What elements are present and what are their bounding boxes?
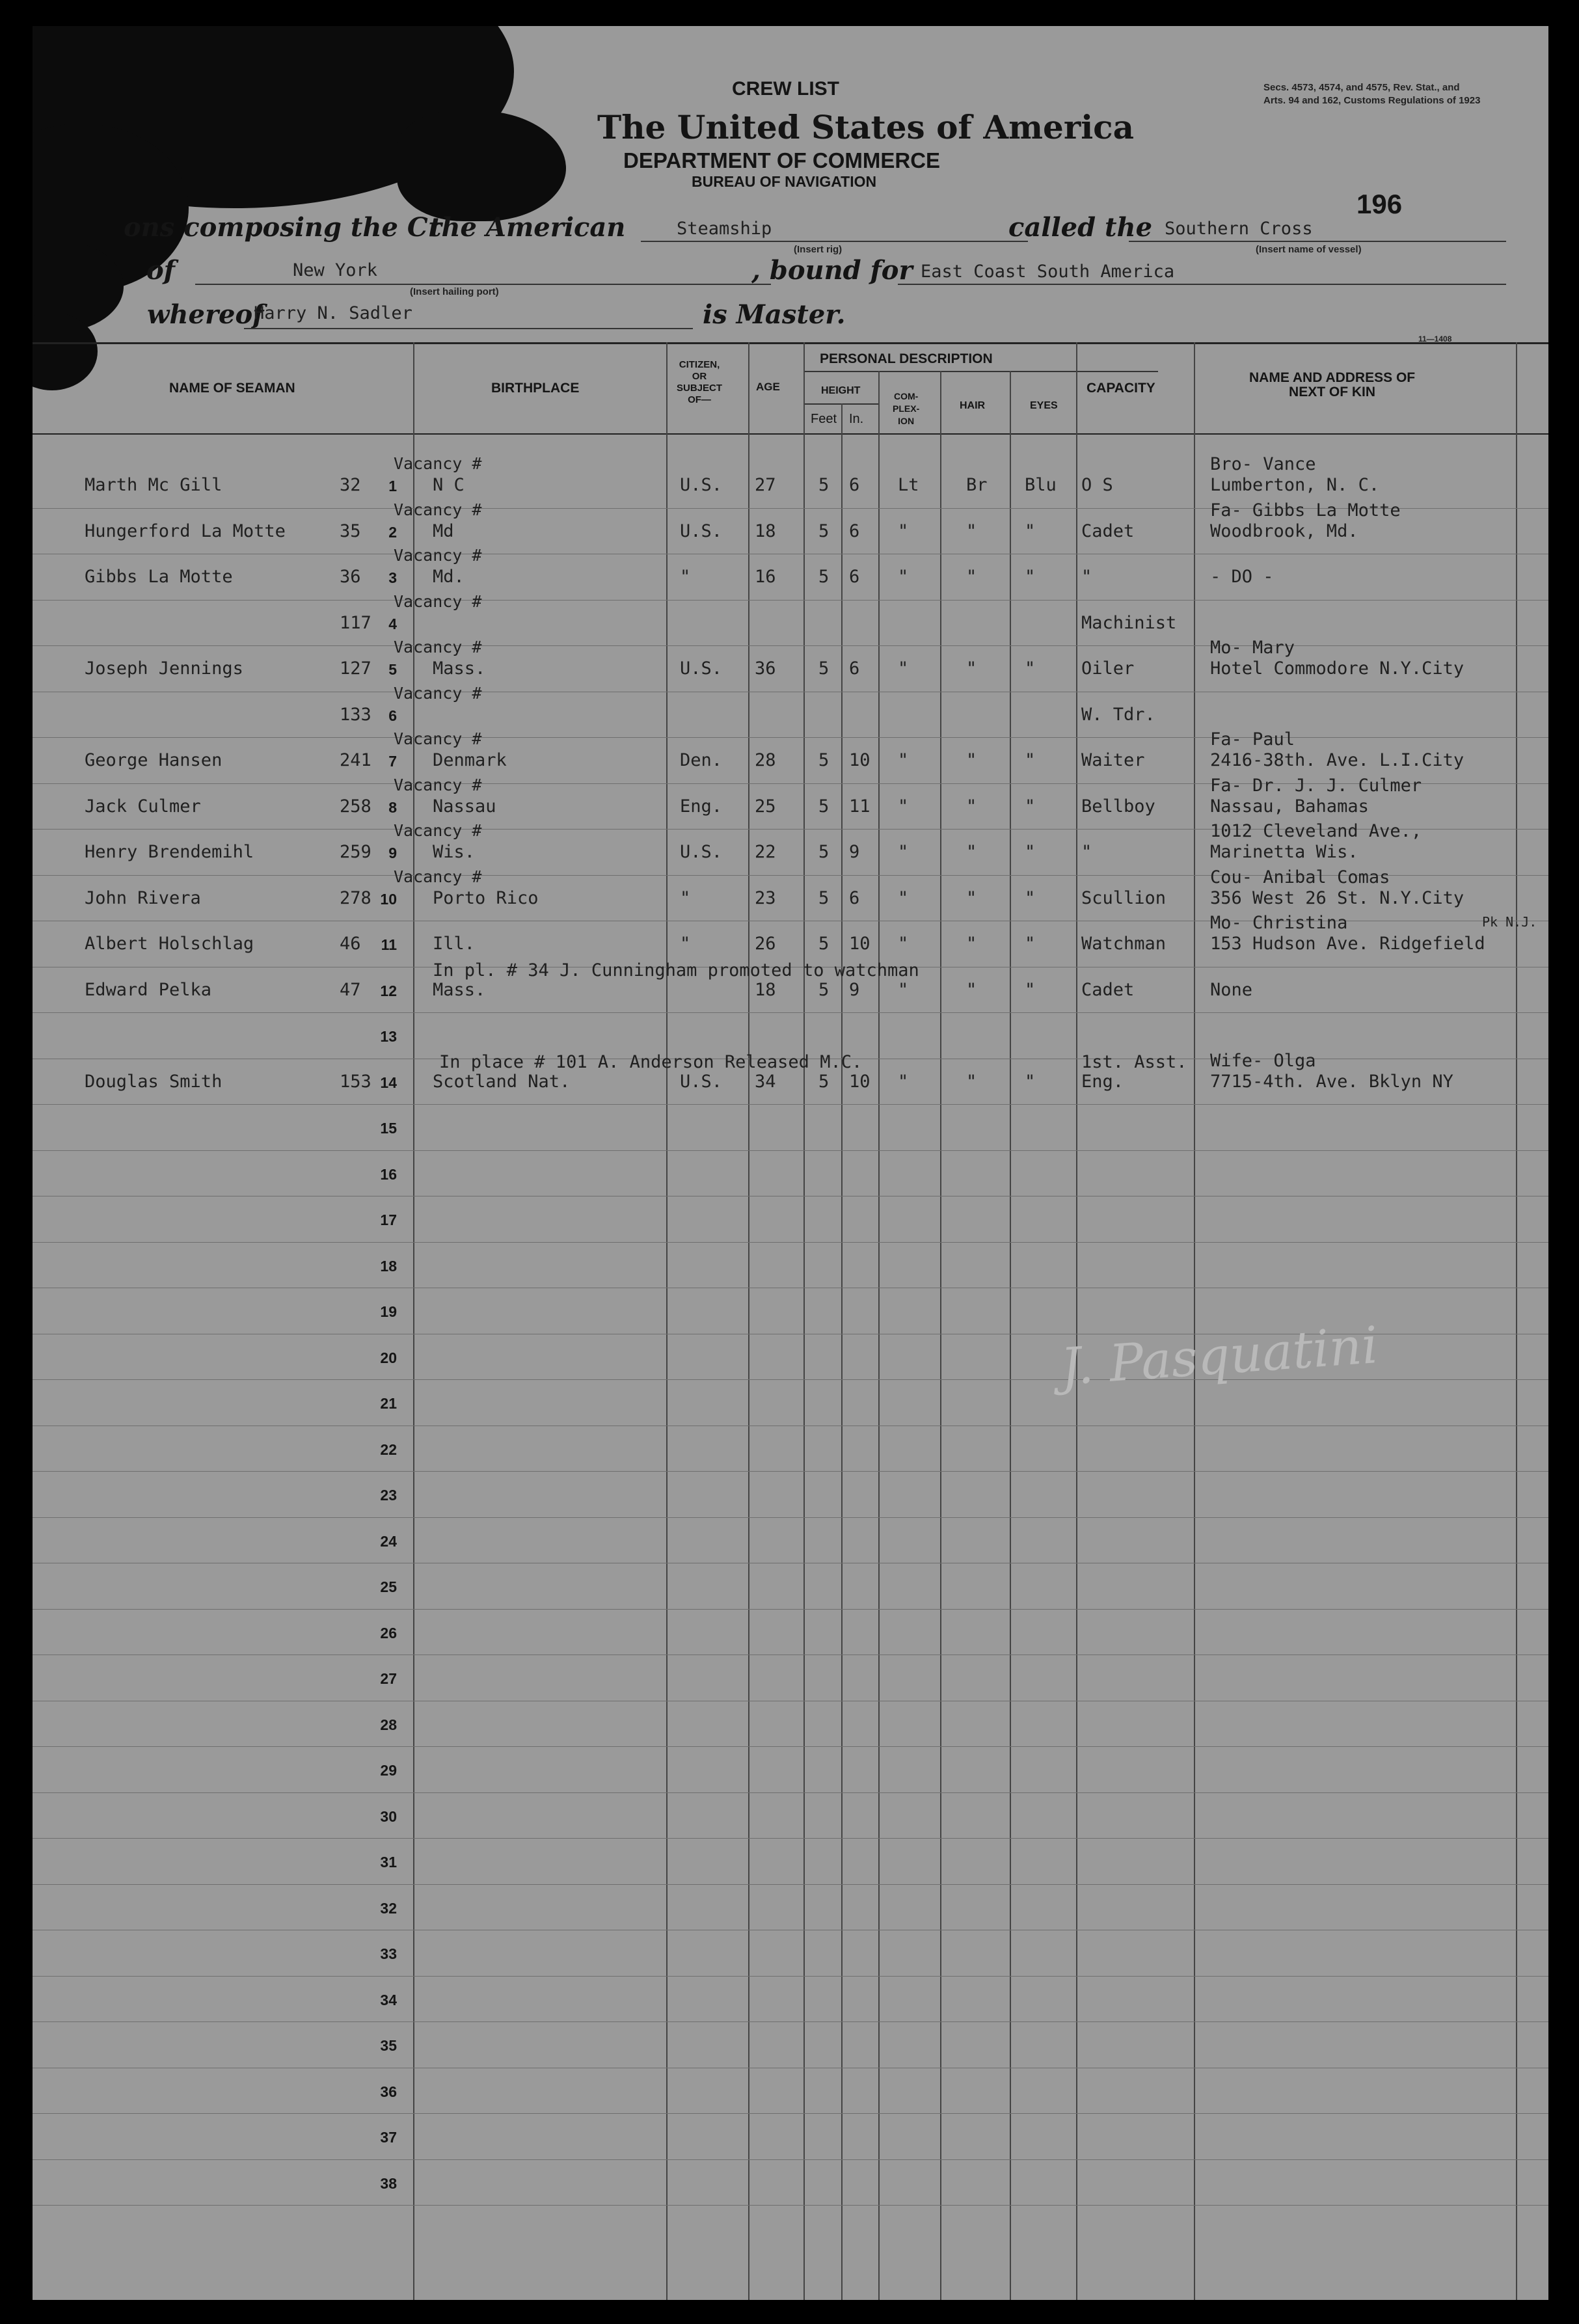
row-number: 1 [388, 478, 397, 494]
birthplace: Mass. [433, 979, 486, 1000]
seaman-name: Henry Brendemihl [85, 842, 254, 862]
table-header-rule [33, 433, 1548, 435]
height-feet: 5 [818, 887, 830, 908]
capacity: Cadet [1081, 520, 1135, 541]
citizenship: Eng. [680, 796, 723, 817]
capacity: O S [1081, 475, 1113, 495]
birthplace: Denmark [433, 750, 507, 770]
seaman-name: Albert Holschlag [85, 934, 254, 954]
hair: " [966, 520, 977, 541]
col-rule [1194, 342, 1195, 2300]
row-number: 9 [388, 844, 397, 861]
age: 36 [755, 658, 776, 679]
row-rule [33, 1517, 1548, 1518]
kin-line-2: 2416-38th. Ave. L.I.City [1210, 750, 1464, 770]
complexion: " [898, 934, 909, 954]
capacity: " [1081, 842, 1092, 862]
citizenship: U.S. [680, 520, 723, 541]
col-header-feet: Feet [811, 412, 837, 426]
capacity: " [1081, 567, 1092, 587]
crew-list-title: CREW LIST [732, 78, 839, 100]
col-header-complexion: COM- PLEX- ION [893, 391, 920, 426]
row-number: 2 [388, 523, 397, 541]
seaman-name: Gibbs La Motte [85, 567, 233, 587]
height-feet: 5 [818, 567, 830, 587]
is-master-label: is Master. [703, 299, 846, 330]
row-rule [33, 1379, 1548, 1380]
eyes: " [1025, 934, 1036, 954]
vacancy-number: 259 [340, 842, 371, 862]
height-feet: 5 [818, 1071, 830, 1092]
eyes: " [1025, 658, 1036, 679]
eyes: " [1025, 1071, 1036, 1092]
vacancy-number: 36 [340, 567, 361, 587]
vacancy-label: Vacancy # [394, 500, 482, 519]
row-rule [33, 1884, 1548, 1885]
row-number: 4 [388, 615, 397, 632]
height-feet: 5 [818, 842, 830, 862]
birthplace: Md [433, 520, 454, 541]
kin-line-1: Wife- Olga [1210, 1050, 1316, 1071]
col-header-height: HEIGHT [821, 385, 861, 396]
handwritten-signature: J. Pasquatini [1059, 1316, 1380, 1397]
kin-line-2: 356 West 26 St. N.Y.City [1210, 887, 1464, 908]
destination: East Coast South America [921, 262, 1175, 282]
kin-line-1: Fa- Paul [1210, 729, 1295, 750]
row-number: 31 [380, 1854, 397, 1871]
height-inches: 9 [849, 979, 860, 1000]
row-number: 23 [380, 1487, 397, 1504]
birthplace: Nassau [433, 796, 496, 817]
age: 28 [755, 750, 776, 770]
capacity-row-14-line1: 1st. Asst. [1081, 1051, 1187, 1072]
kin-line-1: Bro- Vance [1210, 454, 1316, 474]
table-top-rule [33, 342, 1548, 344]
age: 25 [755, 796, 776, 817]
height-feet: 5 [818, 475, 830, 495]
kin-line-2: None [1210, 979, 1253, 1000]
col-rule [803, 342, 805, 2300]
kin-line-1: Mo- Christina [1210, 913, 1348, 933]
col-header-citizen: CITIZEN, OR SUBJECT OF— [677, 359, 723, 405]
height-inches: 6 [849, 887, 860, 908]
col-rule [1076, 342, 1077, 2300]
row-number: 32 [380, 1899, 397, 1917]
vacancy-number: 133 [340, 704, 371, 725]
capacity: Watchman [1081, 934, 1167, 954]
height-feet: 5 [818, 520, 830, 541]
row-number: 3 [388, 569, 397, 586]
called-the-label: called the [1008, 212, 1153, 243]
age: 18 [755, 520, 776, 541]
vacancy-number: 278 [340, 887, 371, 908]
age: 22 [755, 842, 776, 862]
statute-line-2: Arts. 94 and 162, Customs Regulations of 1923 [1263, 95, 1481, 106]
department-heading: DEPARTMENT OF COMMERCE [623, 148, 941, 172]
citizenship: U.S. [680, 842, 723, 862]
hair: " [966, 842, 977, 862]
kin-line-2: 7715-4th. Ave. Bklyn NY [1210, 1071, 1453, 1092]
col-rule [1516, 342, 1517, 2300]
row-number: 8 [388, 798, 397, 816]
height-inches: 9 [849, 842, 860, 862]
master-name: Harry N. Sadler [254, 303, 412, 323]
row-number: 24 [380, 1532, 397, 1550]
col-header-inches: In. [849, 412, 864, 426]
row-number: 28 [380, 1716, 397, 1733]
capacity: Waiter [1081, 750, 1145, 770]
citizenship: U.S. [680, 1071, 723, 1092]
eyes: " [1025, 520, 1036, 541]
row-rule [33, 2159, 1548, 2160]
citizenship: Den. [680, 750, 723, 770]
complexion: " [898, 796, 909, 817]
row-number: 19 [380, 1303, 397, 1320]
height-feet: 5 [818, 979, 830, 1000]
vacancy-label: Vacancy # [394, 454, 482, 473]
col-rule [666, 342, 668, 2300]
row-number: 22 [380, 1440, 397, 1458]
seaman-name: Joseph Jennings [85, 658, 243, 679]
citizenship: " [680, 567, 691, 587]
kin-line-2: Nassau, Bahamas [1210, 796, 1369, 817]
row-number: 11 [381, 936, 397, 953]
col-rule [940, 371, 941, 2300]
vacancy-number: 47 [340, 979, 361, 1000]
height-feet: 5 [818, 658, 830, 679]
seaman-name: John Rivera [85, 887, 201, 908]
citizenship: " [680, 887, 691, 908]
row-number: 10 [380, 890, 397, 908]
kin-line-1: Fa- Gibbs La Motte [1210, 500, 1401, 520]
height-feet: 5 [818, 934, 830, 954]
complexion: " [898, 658, 909, 679]
kin-line-1: Cou- Anibal Comas [1210, 867, 1390, 887]
birthplace: Scotland Nat. [433, 1071, 571, 1092]
vacancy-label: Vacancy # [394, 775, 482, 794]
complexion: Lt [898, 475, 919, 495]
height-inches: 6 [849, 520, 860, 541]
row-rule [33, 1104, 1548, 1105]
col-header-next-of-kin: NAME AND ADDRESS OF NEXT OF KIN [1249, 370, 1416, 399]
rig-caption: (Insert rig) [794, 244, 843, 255]
kin-line-1: Fa- Dr. J. J. Culmer [1210, 775, 1422, 796]
age: 18 [755, 979, 776, 1000]
seaman-name: George Hansen [85, 750, 223, 770]
citizenship: " [680, 934, 691, 954]
row-number: 26 [380, 1624, 397, 1642]
col-rule [413, 342, 414, 2300]
rig-underline [641, 241, 1028, 242]
kin-row-11-extra: Pk N.J. [1482, 914, 1537, 930]
height-inches: 6 [849, 658, 860, 679]
row-number: 14 [380, 1074, 397, 1091]
height-inches: 10 [849, 1071, 870, 1092]
height-feet: 5 [818, 796, 830, 817]
age: 34 [755, 1071, 776, 1092]
vacancy-label: Vacancy # [394, 546, 482, 565]
row-rule [33, 645, 1548, 646]
statute-line-1: Secs. 4573, 4574, and 4575, Rev. Stat., and [1263, 82, 1460, 93]
vacancy-number: 35 [340, 520, 361, 541]
capacity: Cadet [1081, 979, 1135, 1000]
row-number: 18 [380, 1257, 397, 1275]
hair: Br [966, 475, 988, 495]
eyes: Blu [1025, 475, 1057, 495]
rig-value: Steamship [677, 219, 772, 239]
hair: " [966, 567, 977, 587]
height-inches: 10 [849, 934, 870, 954]
capacity: W. Tdr. [1081, 704, 1155, 725]
row-rule [33, 600, 1548, 601]
birthplace: Mass. [433, 658, 486, 679]
kin-line-1: 1012 Cleveland Ave., [1210, 821, 1422, 841]
seaman-name: Hungerford La Motte [85, 520, 286, 541]
row-rule [33, 2113, 1548, 2114]
row-rule [33, 1242, 1548, 1243]
kin-line-2: 153 Hudson Ave. Ridgefield [1210, 934, 1485, 954]
row-number: 13 [380, 1028, 397, 1045]
col-header-personal-description: PERSONAL DESCRIPTION [820, 351, 993, 366]
row-rule [33, 2021, 1548, 2022]
vacancy-number: 32 [340, 475, 361, 495]
eyes: " [1025, 750, 1036, 770]
birthplace: Ill. [433, 934, 476, 954]
row-number: 17 [380, 1211, 397, 1228]
col-header-age: AGE [756, 381, 780, 393]
birthplace: Md. [433, 567, 465, 587]
height-inches: 6 [849, 567, 860, 587]
row-rule [33, 1012, 1548, 1013]
age: 26 [755, 934, 776, 954]
form-code: 11—1408 [1418, 334, 1452, 344]
country-heading: The United States of America [597, 108, 1135, 146]
complexion: " [898, 842, 909, 862]
vacancy-number: 127 [340, 658, 371, 679]
row-number: 12 [380, 982, 397, 999]
col-rule [878, 371, 880, 2300]
vacancy-label: Vacancy # [394, 683, 482, 703]
crew-list-document [33, 26, 1548, 2300]
page-number: 196 [1356, 189, 1403, 219]
row-number: 37 [380, 2129, 397, 2146]
vessel-caption: (Insert name of vessel) [1256, 244, 1362, 255]
note-row-12: In pl. # 34 J. Cunningham promoted to watchman [433, 960, 919, 980]
col-rule [841, 403, 843, 2300]
row-number: 25 [380, 1578, 397, 1595]
complexion: " [898, 1071, 909, 1092]
row-rule [33, 1425, 1548, 1426]
row-number: 34 [380, 1991, 397, 2008]
capacity: Machinist [1081, 612, 1177, 633]
col-header-hair: HAIR [960, 400, 986, 411]
row-number: 33 [380, 1945, 397, 1962]
destination-underline [898, 284, 1506, 285]
col-rule [1010, 371, 1011, 2300]
vacancy-number: 241 [340, 750, 371, 770]
row-rule [33, 1976, 1548, 1977]
row-number: 5 [388, 661, 397, 678]
row-rule [33, 2205, 1548, 2206]
hair: " [966, 658, 977, 679]
burn-damage [397, 111, 566, 221]
eyes: " [1025, 567, 1036, 587]
col-header-capacity: CAPACITY [1086, 381, 1155, 396]
vacancy-number: 117 [340, 612, 371, 633]
age: 23 [755, 887, 776, 908]
vacancy-label: Vacancy # [394, 638, 482, 656]
birthplace: Wis. [433, 842, 476, 862]
row-number: 36 [380, 2083, 397, 2100]
complexion: " [898, 979, 909, 1000]
form-line1-american: the American [429, 212, 626, 243]
hair: " [966, 796, 977, 817]
master-underline [244, 328, 693, 329]
complexion: " [898, 567, 909, 587]
col-header-name: NAME OF SEAMAN [169, 381, 295, 396]
age: 27 [755, 475, 776, 495]
age: 16 [755, 567, 776, 587]
complexion: " [898, 887, 909, 908]
personal-desc-rule [803, 371, 1158, 372]
row-rule [33, 1609, 1548, 1610]
seaman-name: Marth Mc Gill [85, 475, 223, 495]
height-feet: 5 [818, 750, 830, 770]
vacancy-label: Vacancy # [394, 591, 482, 611]
vacancy-label: Vacancy # [394, 729, 482, 748]
row-number: 16 [380, 1165, 397, 1183]
seaman-name: Edward Pelka [85, 979, 212, 1000]
row-number: 35 [380, 2037, 397, 2054]
height-inches: 6 [849, 475, 860, 495]
row-rule [33, 1150, 1548, 1151]
vacancy-number: 258 [340, 796, 371, 817]
row-rule [33, 1471, 1548, 1472]
bound-for-label: , bound for [751, 255, 913, 286]
col-rule [748, 342, 749, 2300]
birthplace: Porto Rico [433, 887, 539, 908]
hair: " [966, 934, 977, 954]
form-line1-prefix: ons composing the Cr [124, 212, 442, 243]
hair: " [966, 887, 977, 908]
hailing-port: New York [293, 260, 378, 280]
whereof-label: whereof [147, 299, 264, 330]
row-number: 20 [380, 1349, 397, 1366]
citizenship: U.S. [680, 475, 723, 495]
row-number: 30 [380, 1807, 397, 1825]
height-inches: 11 [849, 796, 870, 817]
of-label: of [146, 255, 175, 286]
citizenship: U.S. [680, 658, 723, 679]
bureau-heading: BUREAU OF NAVIGATION [692, 173, 877, 190]
vacancy-label: Vacancy # [394, 821, 482, 840]
row-number: 38 [380, 2174, 397, 2192]
row-number: 15 [380, 1120, 397, 1137]
row-rule [33, 1792, 1548, 1793]
port-caption: (Insert hailing port) [410, 286, 499, 297]
hair: " [966, 1071, 977, 1092]
eyes: " [1025, 887, 1036, 908]
vacancy-number: 153 [340, 1071, 371, 1092]
birthplace: N C [433, 475, 465, 495]
height-inches: 10 [849, 750, 870, 770]
row-rule [33, 1746, 1548, 1747]
row-number: 7 [388, 753, 397, 770]
complexion: " [898, 750, 909, 770]
vacancy-label: Vacancy # [394, 867, 482, 886]
kin-line-2: Lumberton, N. C. [1210, 475, 1380, 495]
row-number: 29 [380, 1762, 397, 1779]
vessel-name: Southern Cross [1165, 219, 1313, 239]
vacancy-number: 46 [340, 934, 361, 954]
row-number: 21 [380, 1395, 397, 1412]
kin-line-2: Hotel Commodore N.Y.City [1210, 658, 1464, 679]
eyes: " [1025, 842, 1036, 862]
row-rule [33, 737, 1548, 738]
hair: " [966, 750, 977, 770]
col-header-birthplace: BIRTHPLACE [491, 381, 580, 396]
capacity: Oiler [1081, 658, 1135, 679]
seaman-name: Douglas Smith [85, 1071, 223, 1092]
complexion: " [898, 520, 909, 541]
row-number: 6 [388, 707, 397, 724]
capacity: Bellboy [1081, 796, 1155, 817]
capacity: Eng. [1081, 1071, 1124, 1092]
kin-line-2: Marinetta Wis. [1210, 842, 1358, 862]
hair: " [966, 979, 977, 1000]
seaman-name: Jack Culmer [85, 796, 201, 817]
kin-line-2: - DO - [1210, 567, 1274, 587]
row-number: 27 [380, 1670, 397, 1687]
kin-line-2: Woodbrook, Md. [1210, 520, 1358, 541]
note-row-14: In place # 101 A. Anderson Released M.C. [439, 1051, 863, 1072]
capacity: Scullion [1081, 887, 1167, 908]
port-underline [195, 284, 771, 285]
vessel-underline [1129, 241, 1506, 242]
eyes: " [1025, 979, 1036, 1000]
col-header-eyes: EYES [1030, 400, 1058, 411]
kin-line-1: Mo- Mary [1210, 638, 1295, 658]
row-rule [33, 1838, 1548, 1839]
eyes: " [1025, 796, 1036, 817]
